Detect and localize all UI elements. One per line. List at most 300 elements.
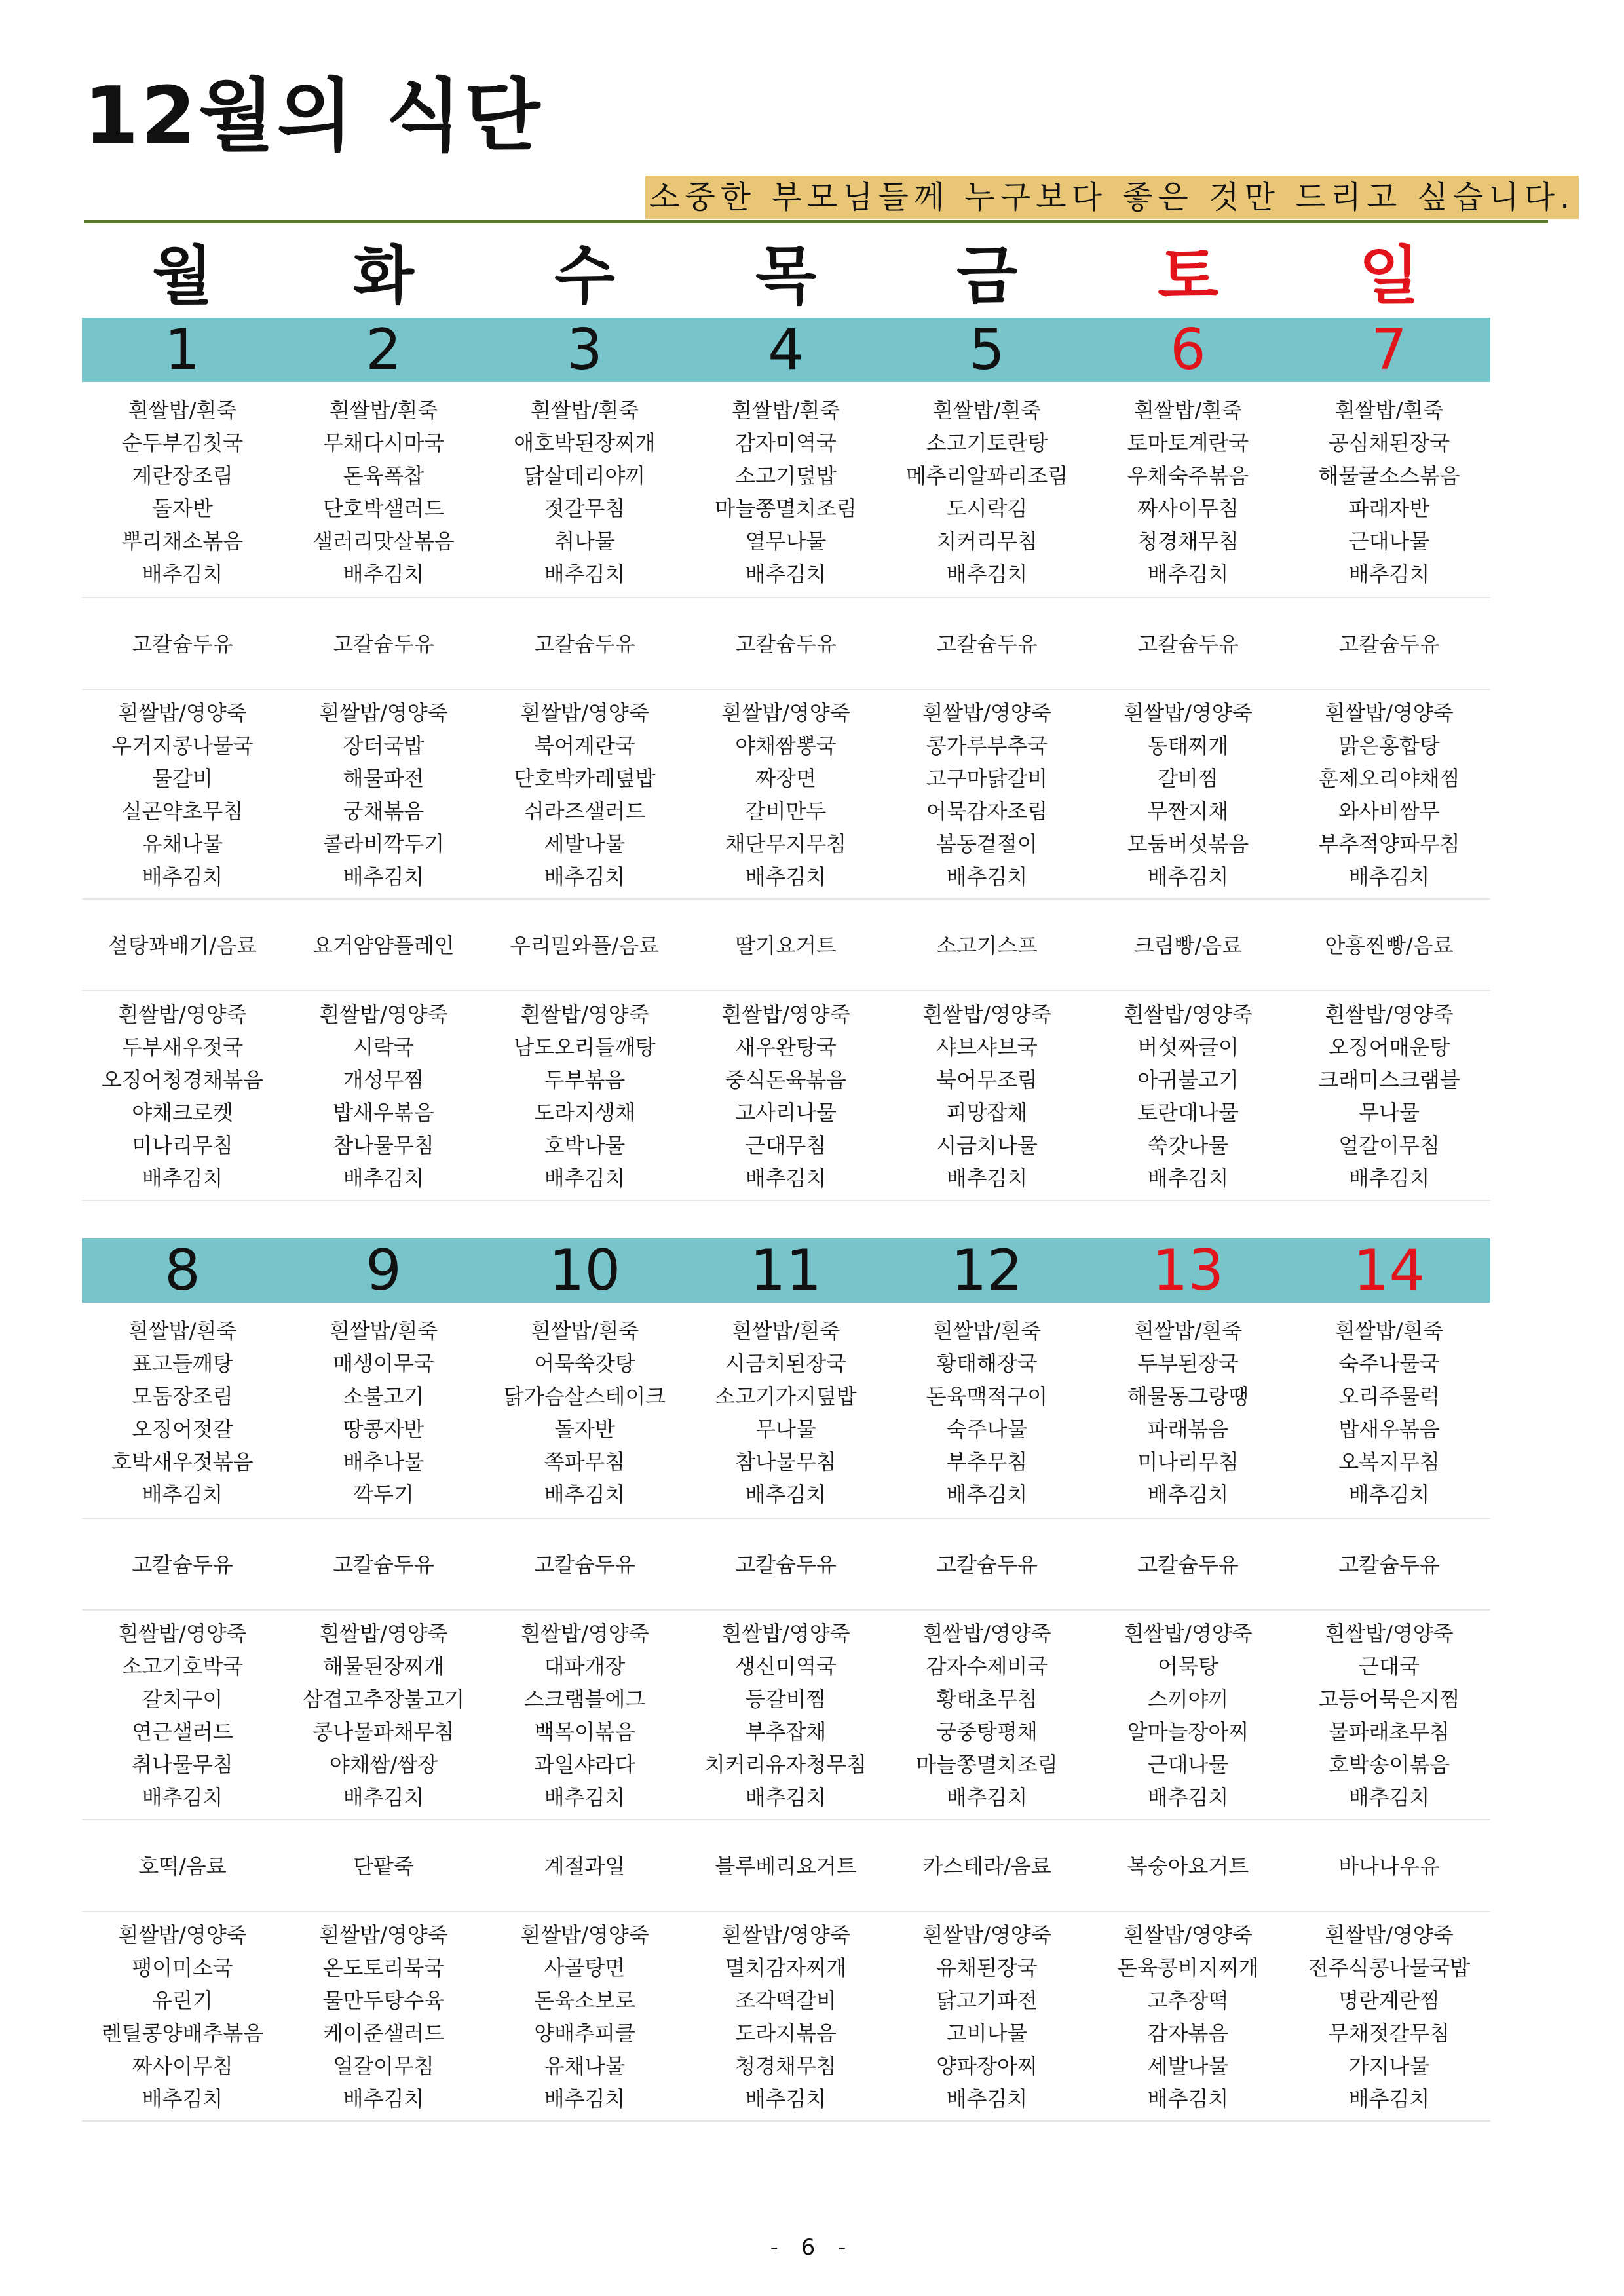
menu-item: 배추김치 [142, 1785, 223, 1810]
lunch-row [82, 1609, 1490, 1819]
menu-item: 양파장아찌 [936, 2054, 1038, 2078]
snack-cell: 고칼슘두유 [534, 1552, 635, 1577]
menu-item: 호박새우젓볶음 [111, 1449, 254, 1474]
menu-item: 고구마닭갈비 [926, 766, 1048, 791]
menu-cell [1289, 1617, 1490, 1819]
menu-item: 파래자반 [1348, 496, 1430, 521]
menu-cell [685, 697, 886, 898]
menu-item: 훈제오리야채찜 [1318, 766, 1460, 791]
menu-item: 얼갈이무침 [333, 2054, 434, 2078]
menu-item: 짜장면 [755, 766, 816, 791]
menu-item: 청경채무침 [1137, 529, 1239, 554]
menu-item: 실곤약초무침 [121, 799, 244, 824]
menu-item: 배추김치 [142, 864, 223, 889]
menu-cell [685, 1314, 886, 1518]
menu-cell [1087, 998, 1289, 1200]
menu-item: 돈육폭찹 [343, 463, 425, 488]
menu-item: 배추김치 [1348, 1785, 1430, 1810]
menu-item: 갈비찜 [1158, 766, 1218, 791]
menu-item: 세발나물 [1147, 2054, 1229, 2078]
menu-item: 소불고기 [343, 1384, 425, 1409]
snack-cell: 고칼슘두유 [333, 1552, 434, 1577]
menu-item: 흰쌀밥/영양죽 [721, 1002, 850, 1027]
menu-cell [685, 1919, 886, 2120]
menu-item: 시락국 [353, 1035, 414, 1060]
menu-item: 대파개장 [544, 1654, 626, 1679]
menu-item: 돌자반 [554, 1417, 615, 1442]
menu-item: 깍두기 [353, 1482, 414, 1507]
menu-item: 흰쌀밥/영양죽 [1325, 1621, 1454, 1646]
menu-item: 명란계란찜 [1338, 1988, 1440, 2013]
menu-item: 사골탕면 [544, 1955, 626, 1980]
menu-item: 닭고기파전 [936, 1988, 1038, 2013]
menu-item: 온도토리묵국 [322, 1955, 445, 1980]
menu-item: 배추김치 [745, 1785, 827, 1810]
menu-item: 닭살데리야끼 [523, 463, 646, 488]
menu-item: 흰쌀밥/영양죽 [922, 700, 1051, 725]
snack-cell: 안흥찐빵/음료 [1325, 933, 1454, 958]
menu-item: 모둠버섯볶음 [1127, 832, 1249, 856]
pm-snack-row [82, 898, 1490, 991]
menu-item: 등갈비찜 [745, 1687, 827, 1712]
menu-item: 우채숙주볶음 [1127, 463, 1249, 488]
menu-item: 배추김치 [946, 562, 1028, 586]
menu-item: 배추김치 [343, 1785, 425, 1810]
menu-item: 도라지생채 [534, 1100, 635, 1125]
weekday-tue: 화 [353, 239, 414, 313]
menu-cell [886, 697, 1087, 898]
menu-item: 두부새우젓국 [121, 1035, 244, 1060]
menu-item: 두부볶음 [544, 1067, 626, 1092]
menu-item: 콜라비깍두기 [322, 832, 445, 856]
snack-cell: 우리밀와플/음료 [510, 933, 660, 958]
menu-cell [1087, 1617, 1289, 1819]
date-cell: 11 [749, 1238, 822, 1303]
menu-cell [484, 697, 685, 898]
snack-cell: 호떡/음료 [138, 1854, 227, 1879]
menu-item: 밥새우볶음 [1338, 1417, 1440, 1442]
menu-item: 근대나물 [1348, 529, 1430, 554]
week-end-divider [82, 2120, 1490, 2123]
menu-item: 표고들깨탕 [132, 1351, 233, 1376]
menu-item: 배추김치 [343, 2086, 425, 2111]
menu-item: 세발나물 [544, 832, 626, 856]
date-cell: 14 [1353, 1238, 1426, 1303]
menu-item: 닭가슴살스테이크 [503, 1384, 666, 1409]
menu-item: 흰쌀밥/영양죽 [118, 1002, 247, 1027]
menu-item: 흰쌀밥/영양죽 [922, 1923, 1051, 1947]
menu-item: 오징어매운탕 [1328, 1035, 1450, 1060]
menu-cell [484, 394, 685, 597]
menu-item: 샐러리맛살볶음 [312, 529, 455, 554]
snack-cell: 바나나우유 [1338, 1854, 1440, 1879]
menu-cell [82, 697, 283, 898]
menu-item: 공심채된장국 [1328, 430, 1450, 455]
menu-item: 야채쌈/쌈장 [329, 1752, 438, 1777]
snack-cell: 카스테라/음료 [922, 1854, 1051, 1879]
snack-cell: 딸기요거트 [735, 933, 837, 958]
menu-item: 흰쌀밥/영양죽 [721, 700, 850, 725]
menu-item: 고사리나물 [735, 1100, 837, 1125]
menu-item: 소고기호박국 [121, 1654, 244, 1679]
menu-item: 흰쌀밥/흰죽 [530, 398, 639, 423]
menu-item: 숙주나물 [946, 1417, 1028, 1442]
snack-cell: 소고기스프 [936, 933, 1038, 958]
menu-item: 흰쌀밥/흰죽 [530, 1318, 639, 1343]
snack-cell: 고칼슘두유 [735, 1552, 837, 1577]
menu-item: 물만두탕수육 [322, 1988, 445, 2013]
menu-item: 근대나물 [1147, 1752, 1229, 1777]
snack-cell: 고칼슘두유 [132, 632, 233, 657]
menu-cell [484, 1919, 685, 2120]
menu-item: 청경채무침 [735, 2054, 837, 2078]
menu-item: 얼갈이무침 [1338, 1133, 1440, 1158]
menu-item: 오복지무침 [1338, 1449, 1440, 1474]
menu-cell [1289, 1314, 1490, 1518]
weekday-sun: 일 [1359, 239, 1420, 313]
menu-item: 렌틸콩양배추볶음 [101, 2021, 264, 2046]
breakfast-row [82, 387, 1490, 597]
date-cell: 6 [1170, 317, 1206, 383]
menu-item: 취나물무침 [132, 1752, 233, 1777]
menu-cell [82, 998, 283, 1200]
menu-cell [1289, 998, 1490, 1200]
menu-item: 배추김치 [544, 864, 626, 889]
menu-item: 유채된장국 [936, 1955, 1038, 1980]
menu-item: 흰쌀밥/영양죽 [319, 1002, 448, 1027]
menu-item: 돈육소보로 [534, 1988, 635, 2013]
menu-item: 참나물무침 [333, 1133, 434, 1158]
menu-item: 유채나물 [544, 2054, 626, 2078]
snack-cell: 고칼슘두유 [132, 1552, 233, 1577]
menu-item: 배추김치 [544, 1785, 626, 1810]
menu-item: 마늘쫑멸치조림 [715, 496, 857, 521]
menu-cell [82, 394, 283, 597]
menu-item: 무채젓갈무침 [1328, 2021, 1450, 2046]
menu-item: 스크램블에그 [523, 1687, 646, 1712]
menu-item: 배추김치 [544, 1166, 626, 1191]
menu-item: 뿌리채소볶음 [121, 529, 244, 554]
menu-item: 돌자반 [152, 496, 213, 521]
menu-item: 호박송이볶음 [1328, 1752, 1450, 1777]
menu-item: 오리주물럭 [1338, 1384, 1440, 1409]
menu-item: 흰쌀밥/영양죽 [922, 1002, 1051, 1027]
menu-item: 배추김치 [745, 2086, 827, 2111]
menu-item: 마늘쫑멸치조림 [916, 1752, 1058, 1777]
menu-item: 흰쌀밥/흰죽 [128, 1318, 237, 1343]
menu-item: 흰쌀밥/영양죽 [319, 1923, 448, 1947]
menu-item: 흰쌀밥/영양죽 [721, 1621, 850, 1646]
menu-cell [283, 394, 484, 597]
week-date-band [82, 1238, 1490, 1303]
menu-item: 감자미역국 [735, 430, 837, 455]
menu-item: 배추김치 [544, 2086, 626, 2111]
date-cell: 1 [164, 317, 200, 383]
menu-item: 쉬라즈샐러드 [523, 799, 646, 824]
menu-item: 흰쌀밥/흰죽 [329, 398, 438, 423]
menu-item: 케이준샐러드 [322, 2021, 445, 2046]
menu-item: 고비나물 [946, 2021, 1028, 2046]
menu-item: 흰쌀밥/영양죽 [1124, 1923, 1253, 1947]
menu-item: 단호박카레덮밥 [514, 766, 656, 791]
snack-cell: 고칼슘두유 [735, 632, 837, 657]
menu-item: 흰쌀밥/영양죽 [520, 1923, 649, 1947]
menu-item: 봄동겉절이 [936, 832, 1038, 856]
menu-item: 흰쌀밥/영양죽 [520, 700, 649, 725]
menu-item: 황태해장국 [936, 1351, 1038, 1376]
menu-item: 두부된장국 [1137, 1351, 1239, 1376]
menu-item: 매생이무국 [333, 1351, 434, 1376]
menu-item: 소고기토란탕 [926, 430, 1048, 455]
menu-cell [886, 998, 1087, 1200]
menu-item: 멸치감자찌개 [725, 1955, 847, 1980]
week-end-divider [82, 1200, 1490, 1202]
menu-item: 순두부김칫국 [121, 430, 244, 455]
menu-item: 배추김치 [946, 1482, 1028, 1507]
menu-item: 미나리무침 [132, 1133, 233, 1158]
menu-item: 우거지콩나물국 [111, 733, 254, 758]
menu-item: 콩가루부추국 [926, 733, 1048, 758]
menu-item: 흰쌀밥/흰죽 [932, 398, 1042, 423]
menu-item: 물파래초무침 [1328, 1719, 1450, 1744]
snack-cell: 고칼슘두유 [1137, 1552, 1239, 1577]
menu-item: 도시락김 [946, 496, 1028, 521]
menu-item: 부추무침 [946, 1449, 1028, 1474]
menu-item: 흰쌀밥/흰죽 [1133, 1318, 1243, 1343]
menu-item: 배추김치 [745, 1482, 827, 1507]
menu-item: 흰쌀밥/영양죽 [1325, 1002, 1454, 1027]
menu-item: 배추김치 [1147, 1785, 1229, 1810]
date-cell: 2 [366, 317, 402, 383]
menu-item: 근대무침 [745, 1133, 827, 1158]
weekday-thu: 목 [755, 239, 816, 313]
menu-item: 배추김치 [1348, 1482, 1430, 1507]
date-cell: 10 [548, 1238, 621, 1303]
menu-item: 짜사이무침 [1137, 496, 1239, 521]
am-snack-row [82, 597, 1490, 690]
breakfast-row [82, 1308, 1490, 1518]
date-cell: 9 [366, 1238, 402, 1303]
menu-item: 배추김치 [1348, 562, 1430, 586]
menu-item: 배추김치 [745, 562, 827, 586]
menu-item: 채단무지무침 [725, 832, 847, 856]
lunch-row [82, 689, 1490, 898]
menu-item: 배추김치 [946, 1166, 1028, 1191]
menu-item: 흰쌀밥/흰죽 [932, 1318, 1042, 1343]
menu-item: 단호박샐러드 [322, 496, 445, 521]
menu-cell [886, 1919, 1087, 2120]
menu-item: 궁채볶음 [343, 799, 425, 824]
menu-item: 배추김치 [343, 864, 425, 889]
menu-item: 흰쌀밥/영양죽 [319, 1621, 448, 1646]
date-cell: 4 [768, 317, 804, 383]
menu-item: 근대국 [1359, 1654, 1420, 1679]
date-cell: 12 [951, 1238, 1023, 1303]
menu-item: 돈육맥적구이 [926, 1384, 1048, 1409]
weekday-fri: 금 [956, 239, 1017, 313]
menu-cell [886, 394, 1087, 597]
menu-item: 부추잡채 [745, 1719, 827, 1744]
menu-item: 새우완탕국 [735, 1035, 837, 1060]
menu-item: 맑은홍합탕 [1338, 733, 1440, 758]
menu-item: 콩나물파채무침 [312, 1719, 455, 1744]
menu-item: 연근샐러드 [132, 1719, 233, 1744]
menu-item: 흰쌀밥/흰죽 [731, 398, 840, 423]
menu-item: 무채다시마국 [322, 430, 445, 455]
menu-item: 배추김치 [946, 2086, 1028, 2111]
menu-item: 오징어젓갈 [132, 1417, 233, 1442]
menu-item: 취나물 [554, 529, 615, 554]
menu-cell [283, 1314, 484, 1518]
slogan-underline [84, 220, 1548, 223]
menu-cell [283, 1919, 484, 2120]
menu-item: 와사비쌈무 [1338, 799, 1440, 824]
menu-item: 소고기덮밥 [735, 463, 837, 488]
menu-item: 갈치구이 [142, 1687, 223, 1712]
menu-item: 배추나물 [343, 1449, 425, 1474]
snack-cell: 블루베리요거트 [715, 1854, 857, 1879]
menu-item: 도라지볶음 [735, 2021, 837, 2046]
menu-item: 배추김치 [745, 1166, 827, 1191]
menu-cell [886, 1617, 1087, 1819]
menu-cell [1289, 697, 1490, 898]
menu-item: 중식돈육볶음 [725, 1067, 847, 1092]
page-title: 12월의 식단 [84, 71, 543, 162]
menu-item: 흰쌀밥/영양죽 [1124, 700, 1253, 725]
menu-item: 남도오리들깨탕 [514, 1035, 656, 1060]
menu-item: 흰쌀밥/영양죽 [1325, 700, 1454, 725]
menu-item: 배추김치 [946, 1785, 1028, 1810]
menu-item: 무짠지채 [1147, 799, 1229, 824]
snack-cell: 계절과일 [544, 1854, 626, 1879]
date-cell: 5 [969, 317, 1005, 383]
menu-item: 버섯짜글이 [1137, 1035, 1239, 1060]
menu-cell [82, 1617, 283, 1819]
snack-cell: 단팥죽 [353, 1854, 414, 1879]
menu-item: 해물굴소스볶음 [1318, 463, 1460, 488]
menu-item: 해물파전 [343, 766, 425, 791]
menu-item: 개성무찜 [343, 1067, 425, 1092]
menu-item: 흰쌀밥/흰죽 [1334, 398, 1444, 423]
menu-item: 양배추피클 [534, 2021, 635, 2046]
date-cell: 13 [1152, 1238, 1224, 1303]
menu-item: 야채짬뽕국 [735, 733, 837, 758]
menu-item: 쑥갓나물 [1147, 1133, 1229, 1158]
menu-item: 계란장조림 [132, 463, 233, 488]
menu-item: 팽이미소국 [132, 1955, 233, 1980]
menu-item: 조각떡갈비 [735, 1988, 837, 2013]
menu-item: 북어무조림 [936, 1067, 1038, 1092]
menu-cell [685, 998, 886, 1200]
menu-cell [1289, 1919, 1490, 2120]
menu-item: 배추김치 [343, 1166, 425, 1191]
menu-item: 장터국밥 [343, 733, 425, 758]
menu-cell [283, 998, 484, 1200]
menu-item: 고추장떡 [1147, 1988, 1229, 2013]
snack-cell: 설탕꽈배기/음료 [107, 933, 257, 958]
menu-cell [484, 1617, 685, 1819]
menu-item: 배추김치 [946, 864, 1028, 889]
menu-item: 숙주나물국 [1338, 1351, 1440, 1376]
menu-item: 무나물 [1359, 1100, 1420, 1125]
menu-item: 메추리알꽈리조림 [905, 463, 1068, 488]
menu-item: 시금치된장국 [725, 1351, 847, 1376]
menu-item: 유린기 [152, 1988, 213, 2013]
menu-item: 생신미역국 [735, 1654, 837, 1679]
menu-item: 물갈비 [152, 766, 213, 791]
menu-item: 흰쌀밥/영양죽 [118, 1923, 247, 1947]
menu-item: 흰쌀밥/흰죽 [1133, 398, 1243, 423]
menu-item: 땅콩자반 [343, 1417, 425, 1442]
menu-item: 배추김치 [343, 562, 425, 586]
menu-item: 흰쌀밥/영양죽 [1325, 1923, 1454, 1947]
menu-item: 궁중탕평채 [936, 1719, 1038, 1744]
menu-item: 감자수제비국 [926, 1654, 1048, 1679]
menu-cell [283, 697, 484, 898]
menu-item: 무나물 [755, 1417, 816, 1442]
menu-cell [1087, 1314, 1289, 1518]
pm-snack-row [82, 1819, 1490, 1912]
menu-item: 치커리무침 [936, 529, 1038, 554]
menu-item: 배추김치 [142, 1166, 223, 1191]
menu-item: 배추김치 [1348, 1166, 1430, 1191]
menu-item: 치커리유자청무침 [704, 1752, 867, 1777]
menu-cell [484, 1314, 685, 1518]
slogan: 소중한 부모님들께 누구보다 좋은 것만 드리고 싶습니다. [645, 176, 1579, 219]
menu-item: 배추김치 [1147, 562, 1229, 586]
am-snack-row [82, 1518, 1490, 1611]
menu-item: 가지나물 [1348, 2054, 1430, 2078]
menu-item: 흰쌀밥/흰죽 [329, 1318, 438, 1343]
menu-item: 고등어묵은지찜 [1318, 1687, 1460, 1712]
menu-item: 돈육콩비지찌개 [1117, 1955, 1259, 1980]
snack-cell: 요거얌얌플레인 [312, 933, 455, 958]
menu-cell [1289, 394, 1490, 597]
snack-cell: 고칼슘두유 [1338, 1552, 1440, 1577]
menu-item: 삼겹고추장불고기 [302, 1687, 465, 1712]
menu-item: 배추김치 [1348, 2086, 1430, 2111]
menu-cell [685, 1617, 886, 1819]
snack-cell: 고칼슘두유 [936, 1552, 1038, 1577]
dinner-row [82, 990, 1490, 1200]
menu-item: 해물된장찌개 [322, 1654, 445, 1679]
date-cell: 7 [1371, 317, 1407, 383]
menu-item: 애호박된장찌개 [514, 430, 656, 455]
menu-item: 흰쌀밥/흰죽 [731, 1318, 840, 1343]
menu-item: 배추김치 [142, 2086, 223, 2111]
menu-item: 샤브샤브국 [936, 1035, 1038, 1060]
menu-item: 배추김치 [1147, 1166, 1229, 1191]
menu-cell [886, 1314, 1087, 1518]
menu-item: 유채나물 [142, 832, 223, 856]
menu-item: 흰쌀밥/영양죽 [118, 1621, 247, 1646]
menu-item: 모둠장조림 [132, 1384, 233, 1409]
snack-cell: 고칼슘두유 [534, 632, 635, 657]
menu-item: 동태찌개 [1147, 733, 1229, 758]
menu-item: 배추김치 [142, 1482, 223, 1507]
menu-item: 밥새우볶음 [333, 1100, 434, 1125]
menu-item: 짜사이무침 [132, 2054, 233, 2078]
menu-item: 피망잡채 [946, 1100, 1028, 1125]
weekday-header [82, 239, 1490, 313]
snack-cell: 고칼슘두유 [1338, 632, 1440, 657]
menu-item: 흰쌀밥/영양죽 [1124, 1002, 1253, 1027]
date-cell: 8 [164, 1238, 200, 1303]
menu-item: 북어계란국 [534, 733, 635, 758]
menu-item: 흰쌀밥/흰죽 [128, 398, 237, 423]
menu-item: 배추김치 [1147, 1482, 1229, 1507]
menu-item: 열무나물 [745, 529, 827, 554]
